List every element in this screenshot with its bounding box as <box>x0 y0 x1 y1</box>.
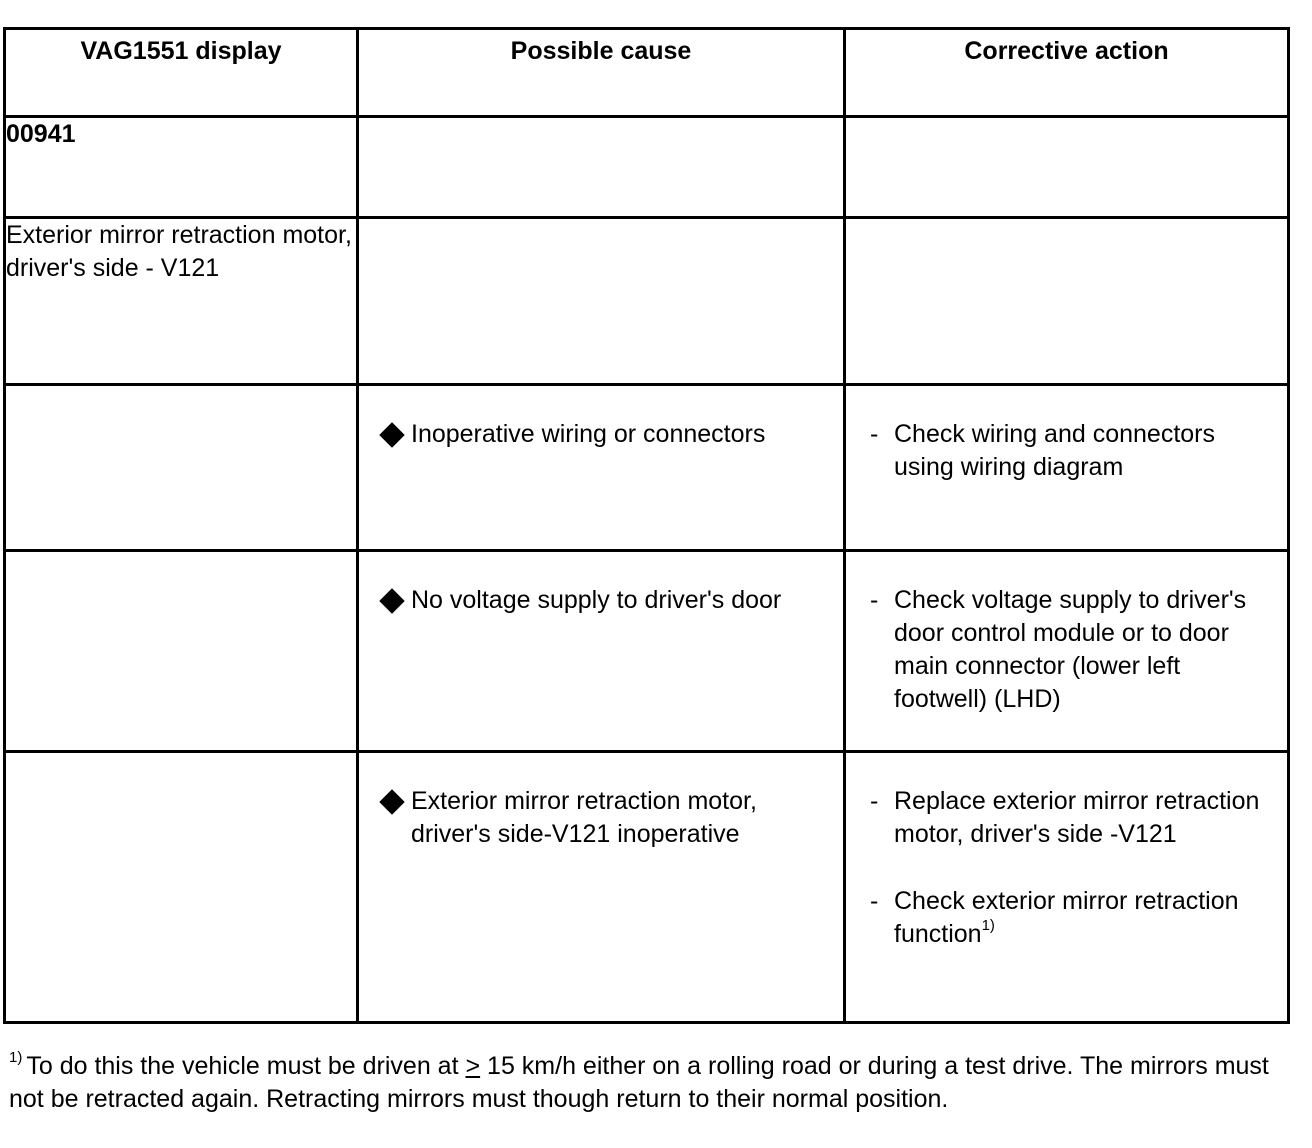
action-item <box>870 584 1267 716</box>
empty-cell <box>845 117 1289 218</box>
dash-marker: - <box>870 420 879 448</box>
empty-cell <box>845 218 1289 385</box>
empty-cell <box>5 551 358 752</box>
dash-marker: - <box>870 887 879 915</box>
table-row <box>5 218 1289 385</box>
diagnostic-table <box>3 27 1290 1024</box>
footnote-ref: 1) <box>981 917 995 934</box>
table-row <box>5 385 1289 551</box>
action-item <box>870 418 1267 484</box>
header-possible-cause: Possible cause <box>358 29 845 117</box>
action-text: Check exterior mirror retraction function <box>894 887 1239 948</box>
action-text: Check wiring and connectors using wiring diagram <box>894 420 1215 481</box>
cause-text: Inoperative wiring or connectors <box>411 420 766 448</box>
fault-code: 00941 <box>5 117 358 218</box>
action-text-with-footnote <box>894 885 1267 951</box>
action-cell <box>845 551 1289 752</box>
empty-cell <box>5 385 358 551</box>
empty-cell <box>358 218 845 385</box>
cause-text: No voltage supply to driver's door <box>411 586 782 614</box>
diamond-bullet-icon <box>379 789 404 814</box>
fault-name: Exterior mirror retraction motor, driver's side - V121 <box>5 218 358 385</box>
diamond-bullet-icon <box>379 588 404 613</box>
header-corrective-action: Corrective action <box>845 29 1289 117</box>
empty-cell <box>5 752 358 1023</box>
footnote <box>9 1050 1289 1116</box>
cause-cell <box>358 385 845 551</box>
diamond-bullet-icon <box>379 422 404 447</box>
dash-marker: - <box>870 586 879 614</box>
action-item <box>870 885 1267 951</box>
cause-text: Exterior mirror retraction motor, driver's side-V121 inoperative <box>411 787 757 848</box>
table-row <box>5 551 1289 752</box>
footnote-text-before: To do this the vehicle must be driven at <box>26 1052 459 1080</box>
header-row <box>5 29 1289 117</box>
action-text: Replace exterior mirror retraction motor, driver's side -V121 <box>894 787 1260 848</box>
cause-cell <box>358 752 845 1023</box>
header-vag1551-display: VAG1551 display <box>5 29 358 117</box>
dash-marker: - <box>870 787 879 815</box>
table-row <box>5 117 1289 218</box>
empty-cell <box>358 117 845 218</box>
action-text: Check voltage supply to driver's door control module or to door main connector (lower left footwell) (LHD) <box>894 586 1247 713</box>
action-item <box>870 785 1267 851</box>
action-cell <box>845 385 1289 551</box>
action-cell <box>845 752 1289 1023</box>
cause-cell <box>358 551 845 752</box>
footnote-text-after: 15 km/h either on a rolling road or during a test drive. The mirrors must not be retracted again. Retracting mirrors must though return to their normal position. <box>9 1052 1269 1113</box>
greater-equal-symbol: > <box>465 1052 481 1080</box>
table-row <box>5 752 1289 1023</box>
footnote-marker: 1) <box>9 1049 23 1066</box>
